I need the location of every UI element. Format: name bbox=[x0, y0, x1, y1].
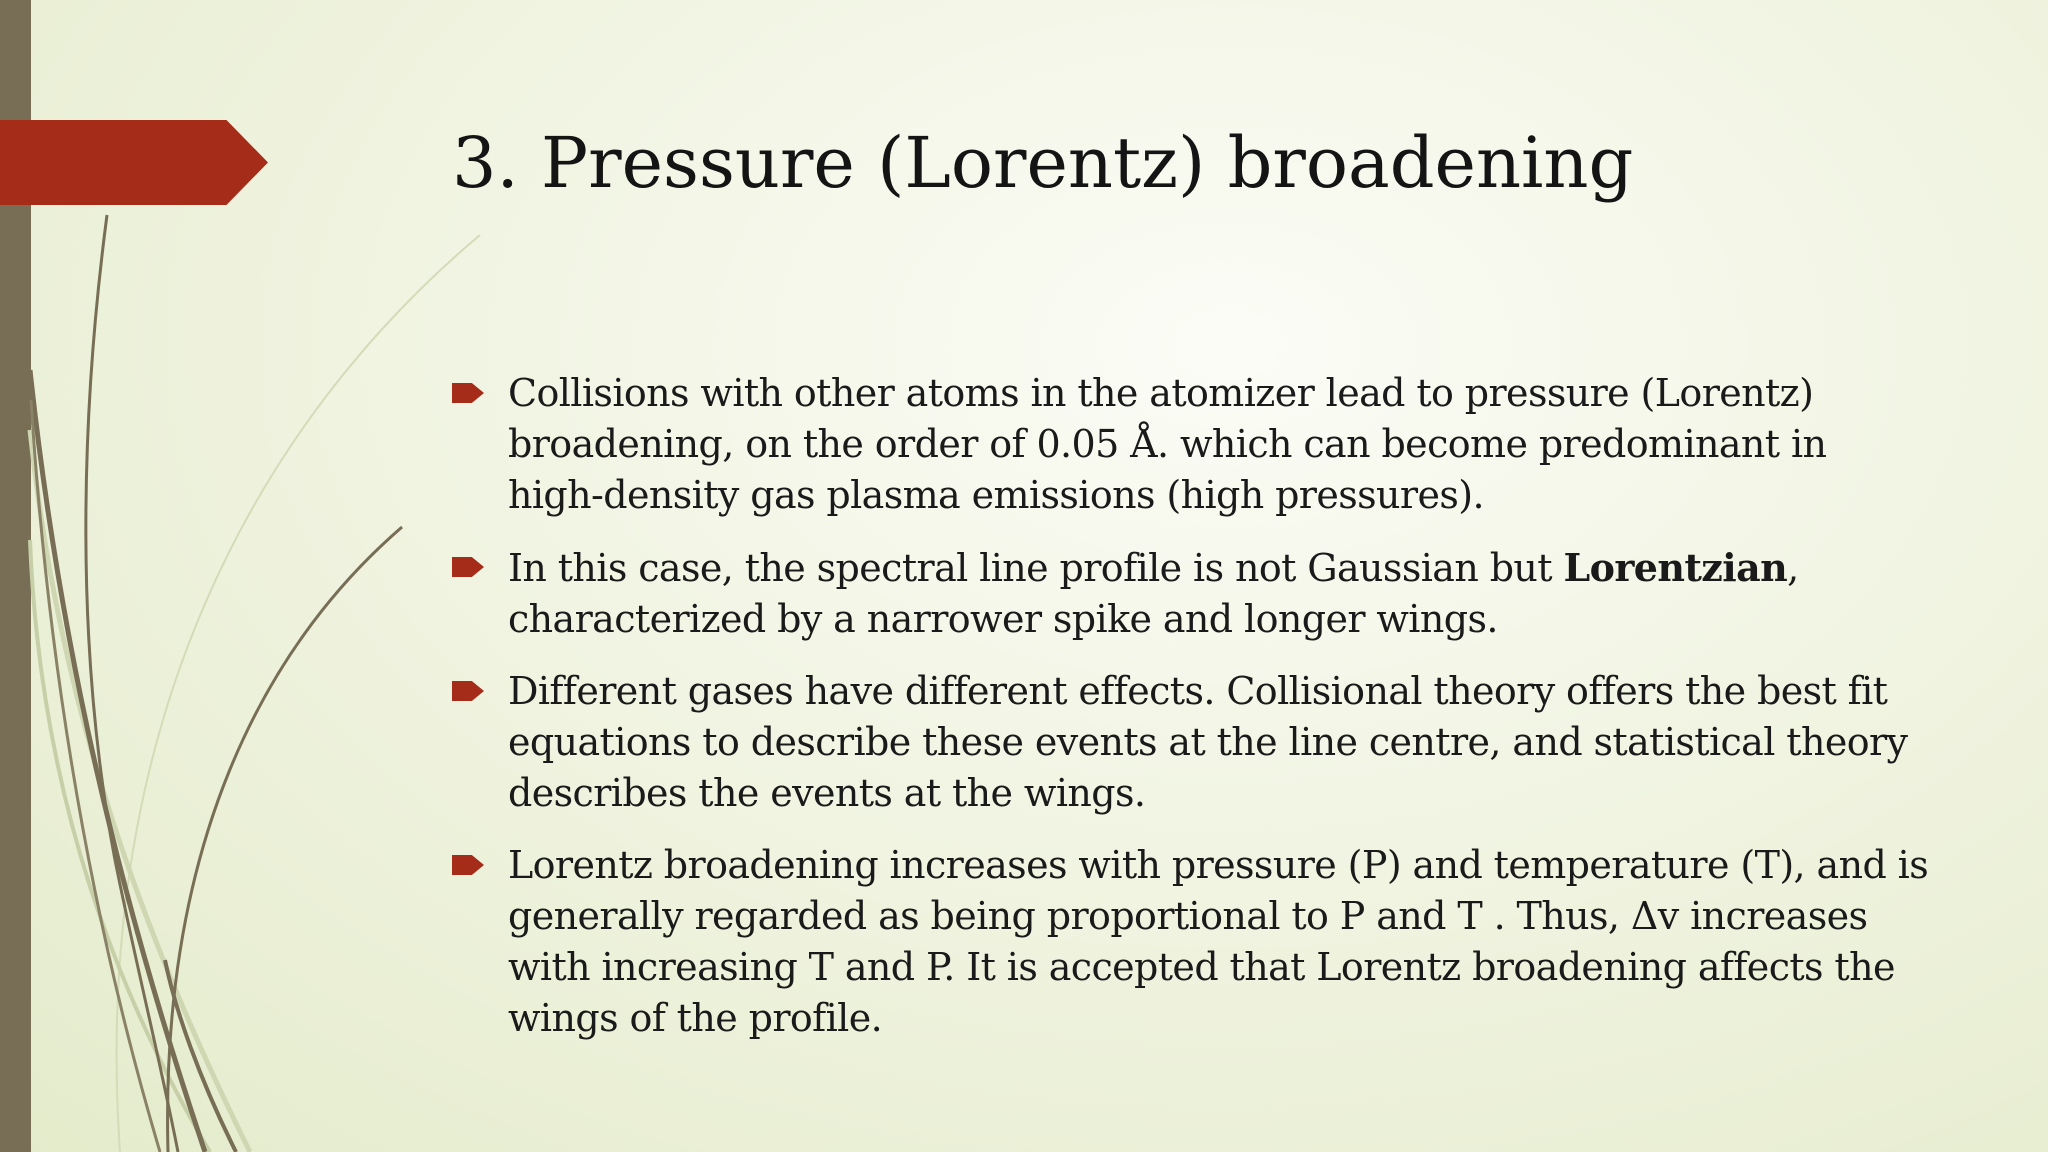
list-item bbox=[452, 666, 1932, 819]
arrow-bullet-icon bbox=[452, 557, 484, 577]
arrow-bullet-icon bbox=[452, 383, 484, 403]
arrow-bullet-icon bbox=[452, 855, 484, 875]
list-item bbox=[452, 840, 1932, 1044]
title-arrow-banner bbox=[0, 120, 268, 205]
bullet-text: Different gases have different effects. Collisional theory offers the best fit equations to describe these events at the line centre, and statistical theory describes the events at the wings. bbox=[508, 669, 1908, 815]
bullet-bold-term: Lorentzian bbox=[1563, 545, 1788, 590]
bullet-text-before: In this case, the spectral line profile is not Gaussian but bbox=[508, 546, 1564, 590]
arrow-bullet-icon bbox=[452, 681, 484, 701]
list-item bbox=[452, 368, 1932, 521]
bullet-text bbox=[508, 542, 1932, 645]
bullet-list bbox=[452, 368, 1932, 1065]
bullet-text: Collisions with other atoms in the atomizer lead to pressure (Lorentz) broadening, on the order of 0.05 Å. which can become predominant in high-density gas plasma emissions (high pressures). bbox=[508, 371, 1827, 517]
slide-title: 3. Pressure (Lorentz) broadening bbox=[452, 122, 1634, 204]
bullet-text: Lorentz broadening increases with pressure (P) and temperature (T), and is generally regarded as being proportional to P and T . Thus, Δv increases with increasing T and P. It is accepted that Lorentz broadening affects the wings of the profile. bbox=[508, 843, 1929, 1040]
list-item bbox=[452, 542, 1932, 645]
bullet-text-after: , characterized by a narrower spike and longer wings. bbox=[508, 546, 1799, 641]
